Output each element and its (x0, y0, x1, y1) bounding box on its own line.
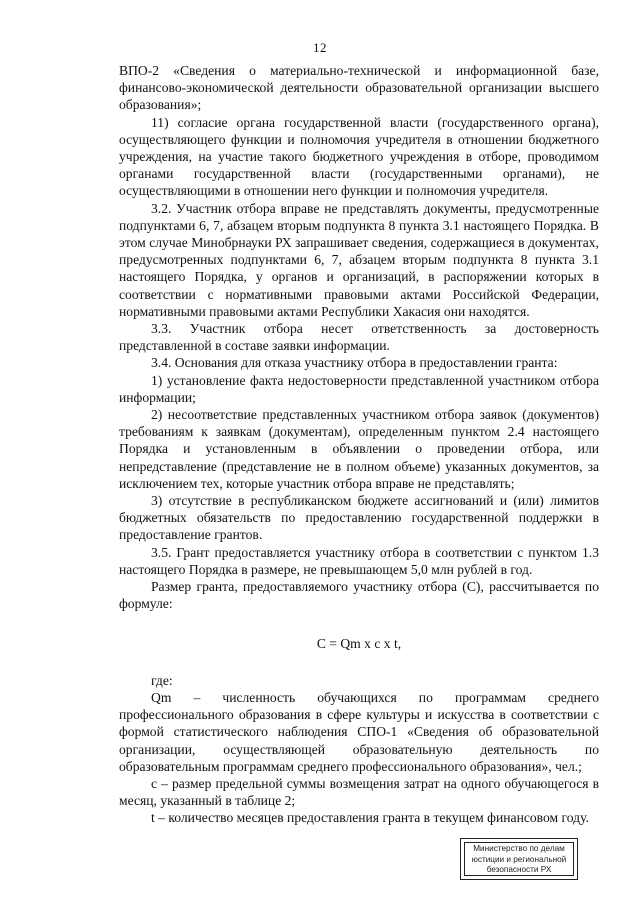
grant-formula: C = Qm x c x t, (316, 635, 402, 651)
ministry-stamp-text (464, 842, 574, 876)
paragraph-def-c: с – размер предельной суммы возмещения затрат на одного обучающегося в месяц, указанный в таблице 2; (119, 775, 599, 809)
ministry-stamp (460, 838, 578, 880)
paragraph-3-3: 3.3. Участник отбора несет ответственность за достоверность представленной в составе заявки информации. (119, 321, 599, 354)
paragraph-3-2: 3.2. Участник отбора вправе не представлять документы, предусмотренные подпунктами 6, 7, абзацем вторым подпункта 8 пункта 3.1 настоящего Порядка. В этом случае Минобрнауки РХ запрашивает сведения, содержащиеся в документах, предусмотренных подпунктами 6, 7, абзацем вторым подпункта 8 пункта 3.1 настоящего Порядка, у органов и организаций, в распоряжении которых в соответствии с нормативными правовыми актами Российской Федерации, нормативными правовыми актами Республики Хакасия они находятся. (119, 200, 599, 319)
page-number: 12 (313, 40, 327, 55)
stamp-line-3: безопасности РХ (486, 865, 552, 874)
paragraph-vpo2: ВПО-2 «Сведения о материально-технической и информационной базе, финансово-экономической деятельности образовательной организации высшего образования»; (119, 63, 599, 113)
stamp-line-1: Министерство по делам (473, 844, 565, 853)
paragraph-item-11: 11) согласие органа государственной власти (государственного органа), осуществляющего функции и полномочия учредителя в отношении бюджетного учреждения, на участие такого бюджетного учреждения в отборе, проводимом органами государственной власти (государственными органами), не осуществляющими в отношении него функции и полномочия учредителя. (119, 114, 599, 199)
paragraph-3-4-item-2: 2) несоответствие представленных участником отбора заявок (документов) требованиям к заявкам (документам), определенным пунктом 2.4 настоящего Порядка и установленным в объявлении о проведении отбора, или непредставление (представление не в полном объеме) указанных документов, за исключением тех, которые участник отбора вправе не представлять; (119, 407, 599, 491)
document-body (119, 62, 599, 827)
paragraph-grant-size: Размер гранта, предоставляемого участнику отбора (С), рассчитывается по формуле: (119, 579, 599, 612)
paragraph-def-t: t – количество месяцев предоставления гранта в текущем финансовом году. (151, 810, 589, 826)
paragraph-3-4: 3.4. Основания для отказа участнику отбора в предоставлении гранта: (151, 355, 558, 371)
paragraph-3-4-item-1: 1) установление факта недостоверности представленной участником отбора информации; (119, 372, 599, 405)
paragraph-where: где: (151, 672, 173, 688)
paragraph-3-4-item-3: 3) отсутствие в республиканском бюджете ассигнований и (или) лимитов бюджетных обязательств по предоставлению государственной поддержки в предоставление грантов. (119, 493, 599, 543)
stamp-line-2: юстиции и региональной (471, 854, 567, 864)
paragraph-3-5: 3.5. Грант предоставляется участнику отбора в соответствии с пунктом 1.3 настоящего Порядка в размере, не превышающем 5,0 млн рублей в год. (119, 544, 599, 577)
paragraph-def-qm: Qm – численность обучающихся по программам среднего профессионального образования в сфере культуры и искусства в соответствии с формой статистического наблюдения СПО-1 «Сведения об образовательной организации, осуществляющей образовательную деятельность по образовательным программам среднего профессионального образования», чел.; (119, 689, 599, 774)
